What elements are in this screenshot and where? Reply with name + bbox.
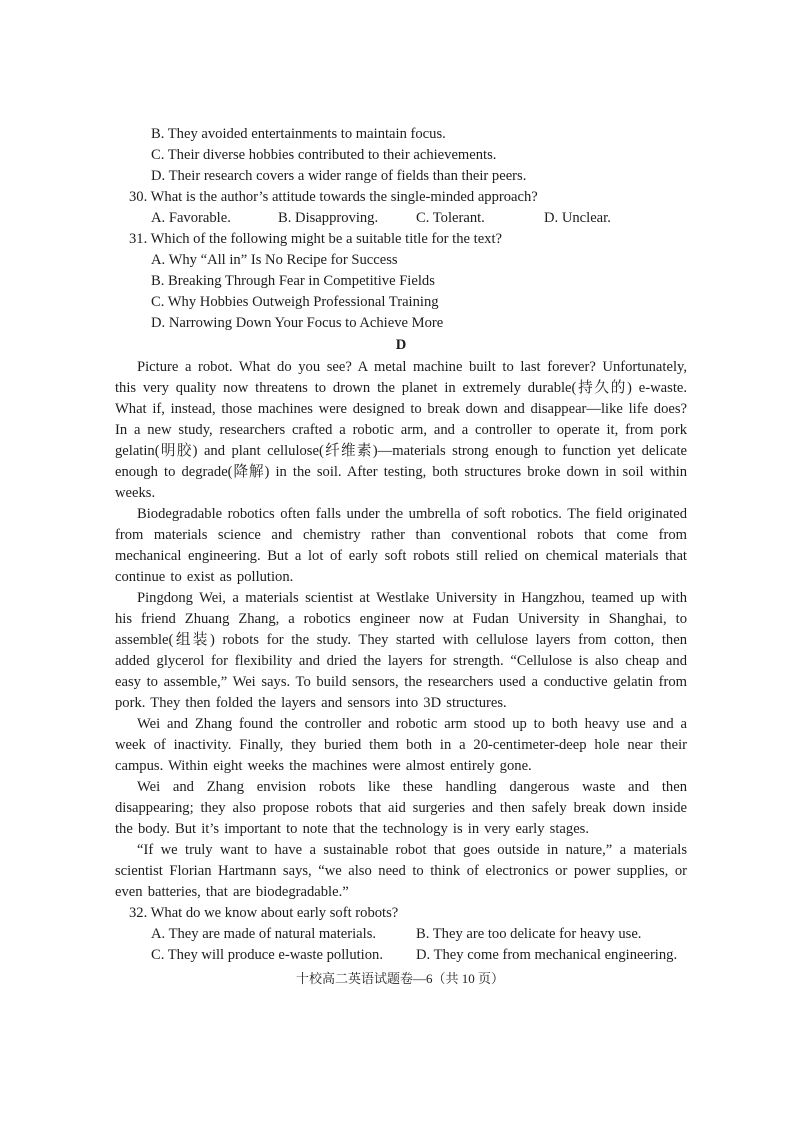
- passage-paragraph: Wei and Zhang envision robots like these handling dangerous waste and then disappearing; they also propose robots that aid surgeries and then safely break down inside the body. But it’s important to note that the technology is in very early stages.: [115, 779, 687, 837]
- question-option: A. Why “All in” Is No Recipe for Success: [151, 252, 398, 268]
- question-option: B. They are too delicate for heavy use.: [416, 926, 642, 942]
- question-option: A. Favorable.: [151, 210, 231, 226]
- question-stem-30: 30. What is the author’s attitude towards the single-minded approach?: [129, 189, 538, 205]
- passage-paragraph: Wei and Zhang found the controller and robotic arm stood up to both heavy use and a week of inactivity. Finally, they buried them both in a 20-centimeter-deep hole near their campus. Within eight weeks the machines were almost entirely gone.: [115, 716, 687, 774]
- question-option: C. Their diverse hobbies contributed to their achievements.: [151, 147, 497, 163]
- passage-paragraph: “If we truly want to have a sustainable robot that goes outside in nature,” a materials scientist Florian Hartmann says, “we also need to think of electronics or power supplies, or even batteries, that are biodegradable.”: [115, 842, 687, 900]
- passage-paragraph: Picture a robot. What do you see? A metal machine built to last forever? Unfortunately, this very quality now threatens to drown the planet in extremely durable(持久的) e-waste. What if, instead, those machines were designed to break down and disappear—like life does? In a new study, researchers crafted a robotic arm, and a controller to operate it, from pork gelatin(明胶) and plant cellulose(纤维素)—materials strong enough to function yet delicate enough to degrade(降解) in the soil. After testing, both structures broke down in soil within weeks.: [115, 359, 687, 501]
- page-footer: 十校高二英语试题卷—6（共 10 页）: [295, 971, 504, 986]
- question-option: C. They will produce e-waste pollution.: [151, 947, 383, 963]
- passage-paragraph: Pingdong Wei, a materials scientist at Westlake University in Hangzhou, teamed up with his friend Zhuang Zhang, a robotics engineer now at Fudan University in Shanghai, to assemble(组装) robots for the study. They started with cellulose layers from cotton, then added glycerol for flexibility and dried the layers for strength. “Cellulose is also cheap and easy to assemble,” Wei says. To build sensors, the researchers used a conductive gelatin from pork. They then folded the layers and sensors into 3D structures.: [115, 590, 687, 711]
- question-stem-32: 32. What do we know about early soft robots?: [129, 905, 399, 921]
- question-option: A. They are made of natural materials.: [151, 926, 377, 942]
- question-option: D. They come from mechanical engineering.: [416, 947, 678, 963]
- question-32-options-row-2: [115, 945, 687, 966]
- section-heading-d: D: [395, 337, 407, 353]
- question-option: D. Their research covers a wider range of fields than their peers.: [151, 168, 527, 184]
- exam-content: [115, 124, 687, 966]
- question-option: C. Tolerant.: [416, 210, 485, 226]
- question-option: B. Breaking Through Fear in Competitive Fields: [151, 273, 435, 289]
- question-32-options-row-1: [115, 924, 687, 945]
- question-option: B. Disapproving.: [278, 210, 379, 226]
- question-option: D. Unclear.: [544, 210, 611, 226]
- question-option: D. Narrowing Down Your Focus to Achieve More: [151, 315, 444, 331]
- question-30-options: [115, 208, 687, 229]
- question-stem-31: 31. Which of the following might be a suitable title for the text?: [129, 231, 502, 247]
- question-option: B. They avoided entertainments to maintain focus.: [151, 126, 446, 142]
- passage-paragraph: Biodegradable robotics often falls under the umbrella of soft robotics. The field originated from materials science and chemistry rather than conventional robots that come from mechanical engineering. But a lot of early soft robots still relied on chemical materials that continue to exist as pollution.: [115, 506, 687, 585]
- question-option: C. Why Hobbies Outweigh Professional Training: [151, 294, 439, 310]
